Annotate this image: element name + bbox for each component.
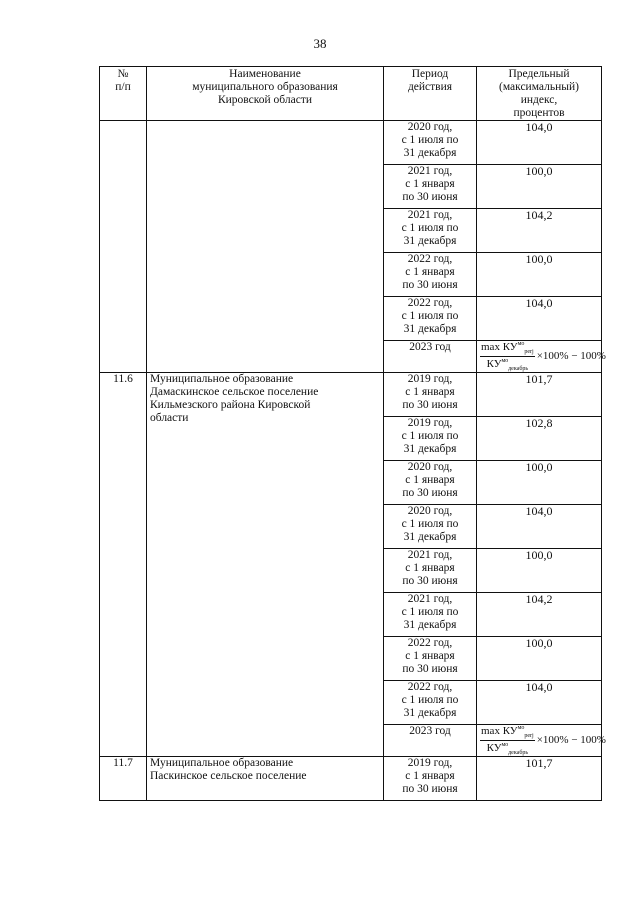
period-line: 2021 год, (407, 165, 453, 177)
period-cell (384, 593, 477, 637)
municipality-name-line: Муниципальное образование (150, 757, 294, 769)
formula-fraction (480, 725, 535, 756)
period-cell (384, 121, 477, 165)
formula-numerator (480, 725, 535, 741)
period-line: с 1 июля по (401, 430, 459, 442)
header-name: Наименование муниципального образования Кировской области (147, 67, 384, 121)
index-value: 104,0 (477, 121, 602, 165)
header-index: Предельный (максимальный) индекс, процентов (477, 67, 602, 121)
formula-numerator-sub: perj (524, 349, 534, 355)
formula-tail: ×100% − 100% (536, 734, 606, 746)
period-cell (384, 417, 477, 461)
formula-denominator-main: КУ (486, 358, 502, 370)
table-row (100, 373, 602, 417)
row-number (100, 121, 147, 373)
period-line: с 1 июля по (401, 222, 459, 234)
formula-fraction (480, 341, 535, 372)
period-cell (384, 341, 477, 373)
header-num: № п/п (100, 67, 147, 121)
row-number: 11.6 (100, 373, 147, 757)
period-line: 2021 год, (407, 549, 453, 561)
period-line: по 30 июня (402, 575, 458, 587)
period-cell (384, 681, 477, 725)
period-line: 2023 год (409, 725, 451, 737)
index-value: 100,0 (477, 549, 602, 593)
period-line: 2022 год, (407, 637, 453, 649)
period-cell (384, 297, 477, 341)
municipality-name-line: области (150, 412, 189, 424)
index-formula (480, 341, 606, 372)
table-header-row (100, 67, 602, 121)
page-number: 38 (313, 36, 327, 51)
period-cell (384, 253, 477, 297)
index-value: 104,0 (477, 505, 602, 549)
period-line: 2020 год, (407, 121, 453, 133)
municipality-name-line: Муниципальное образование (150, 373, 294, 385)
period-line: 31 декабря (403, 147, 457, 159)
period-line: по 30 июня (402, 663, 458, 675)
table-body (100, 120, 606, 801)
municipality-name-line: Паскинское сельское поселение (150, 770, 307, 782)
period-line: 2022 год, (407, 253, 453, 265)
municipality-name (147, 121, 384, 373)
period-line: с 1 июля по (401, 134, 459, 146)
municipality-name-line: Дамаскинское сельское поселение (150, 386, 319, 398)
period-line: 2022 год, (407, 681, 453, 693)
period-line: 31 декабря (403, 531, 457, 543)
period-line: по 30 июня (402, 279, 458, 291)
index-value: 101,7 (477, 757, 602, 801)
formula-denominator-sub: декабрь (508, 366, 529, 372)
period-line: 2022 год, (407, 297, 453, 309)
period-line: с 1 января (405, 770, 455, 782)
formula-denominator (486, 357, 530, 372)
formula-numerator-sup: мо (517, 725, 525, 731)
municipality-name-line: Кильмезского района Кировской (150, 399, 311, 411)
period-cell (384, 757, 477, 801)
period-line: с 1 июля по (401, 606, 459, 618)
period-line: 31 декабря (403, 619, 457, 631)
table-row (100, 121, 602, 165)
formula-numerator-sub: perj (524, 733, 534, 739)
index-table (99, 66, 606, 801)
index-formula (480, 725, 606, 756)
formula-tail: ×100% − 100% (536, 350, 606, 362)
period-cell (384, 373, 477, 417)
period-line: с 1 января (405, 562, 455, 574)
period-line: 31 декабря (403, 235, 457, 247)
period-line: с 1 января (405, 178, 455, 190)
formula-numerator-main: max КУ (481, 341, 518, 353)
period-line: с 1 января (405, 266, 455, 278)
period-line: по 30 июня (402, 191, 458, 203)
period-cell (384, 725, 477, 757)
period-line: 2019 год, (407, 373, 453, 385)
period-cell (384, 549, 477, 593)
period-line: с 1 июля по (401, 694, 459, 706)
formula-numerator-main: max КУ (481, 725, 518, 737)
formula-denominator-sup: мо (501, 358, 509, 364)
period-cell (384, 637, 477, 681)
index-value: 100,0 (477, 165, 602, 209)
formula-denominator (486, 741, 530, 756)
period-line: с 1 января (405, 386, 455, 398)
formula-denominator-main: КУ (486, 742, 502, 754)
period-line: 2020 год, (407, 505, 453, 517)
period-line: 2019 год, (407, 757, 453, 769)
period-line: по 30 июня (402, 783, 458, 795)
period-line: 2019 год, (407, 417, 453, 429)
index-formula-cell (477, 725, 606, 757)
period-cell (384, 165, 477, 209)
index-value: 104,0 (477, 681, 602, 725)
period-cell (384, 461, 477, 505)
period-line: 2020 год, (407, 461, 453, 473)
period-cell (384, 209, 477, 253)
index-formula-cell (477, 341, 606, 373)
period-line: 31 декабря (403, 323, 457, 335)
formula-denominator-sup: мо (501, 742, 509, 748)
period-line: по 30 июня (402, 487, 458, 499)
row-number: 11.7 (100, 757, 147, 801)
period-line: 2021 год, (407, 209, 453, 221)
index-value: 104,2 (477, 593, 602, 637)
index-value: 104,2 (477, 209, 602, 253)
index-value: 100,0 (477, 253, 602, 297)
index-value: 101,7 (477, 373, 602, 417)
table-row (100, 757, 602, 801)
formula-numerator-sup: мо (517, 341, 525, 347)
index-value: 100,0 (477, 637, 602, 681)
period-line: с 1 января (405, 474, 455, 486)
period-line: с 1 июля по (401, 518, 459, 530)
period-line: 2023 год (409, 341, 451, 353)
formula-numerator (480, 341, 535, 357)
header-period: Период действия (384, 67, 477, 121)
municipality-name (147, 757, 384, 801)
period-line: 31 декабря (403, 707, 457, 719)
period-cell (384, 505, 477, 549)
index-value: 102,8 (477, 417, 602, 461)
index-value: 104,0 (477, 297, 602, 341)
period-line: по 30 июня (402, 399, 458, 411)
period-line: 2021 год, (407, 593, 453, 605)
period-line: 31 декабря (403, 443, 457, 455)
period-line: с 1 января (405, 650, 455, 662)
formula-denominator-sub: декабрь (508, 750, 529, 756)
index-value: 100,0 (477, 461, 602, 505)
municipality-name (147, 373, 384, 757)
period-line: с 1 июля по (401, 310, 459, 322)
